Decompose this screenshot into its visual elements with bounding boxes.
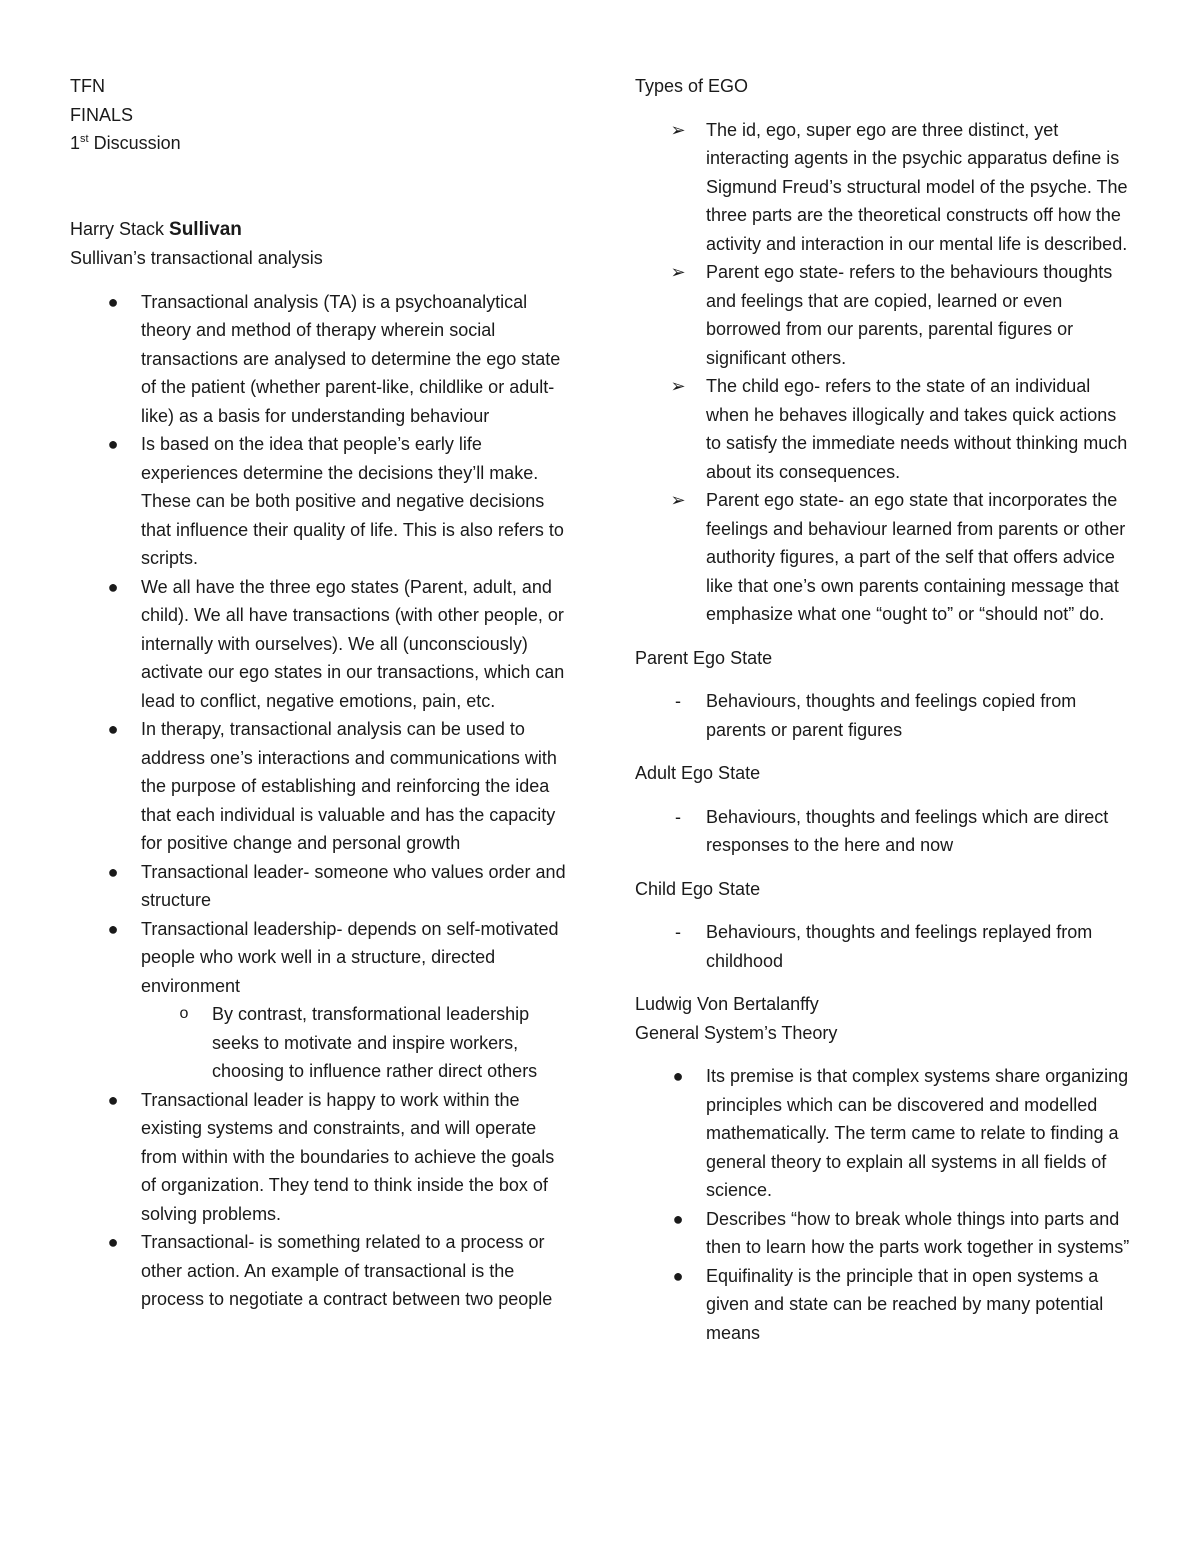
child-ego-state-list — [635, 918, 1135, 975]
bullet-icon: ● — [107, 861, 119, 882]
list-item — [635, 687, 1135, 744]
bullet-text: Its premise is that complex systems share organizing principles which can be discovered and modelled mathematically. The term came to relate to finding a general theory to explain all systems in all fields of science. — [706, 1066, 1129, 1200]
bullet-text: Transactional- is something related to a process or other action. An example of transactional is the process to negotiate a contract between two people — [141, 1232, 553, 1309]
list-item — [70, 715, 570, 858]
author-last-name: Sullivan — [169, 218, 242, 240]
sub-bullet-text: By contrast, transformational leadership seeks to motivate and inspire workers, choosing to influence rather direct others — [212, 1004, 538, 1081]
list-item — [70, 858, 570, 915]
list-item — [635, 486, 1135, 629]
discussion-number: 1 — [70, 133, 81, 153]
header-line-2: FINALS — [70, 104, 134, 125]
bullet-text: We all have the three ego states (Parent, adult, and child). We all have transactions (with other people, or internally with ourselves). We all (unconsciously) activate our ego states in our transactions, which can lead to conflict, negative emotions, pain, etc. — [141, 576, 565, 711]
list-item — [70, 1086, 570, 1229]
arrow-bullet-icon: ➢ — [670, 119, 686, 140]
list-item — [70, 573, 570, 716]
bullet-icon: ● — [107, 719, 119, 739]
right-column — [635, 72, 1135, 1347]
arrow-text: Parent ego state- an ego state that incorporates the feelings and behaviour learned from parents or other authority figures, a part of the self that offers advice like that one’s own parents containing message that emphasize what one “ought to” or “should not” do. — [706, 490, 1126, 624]
bullet-text: Is based on the idea that people’s early life experiences determine the decisions they’ll make. These can be both positive and negative decisions that influence their quality of life. This is also refers to scripts. — [141, 434, 564, 568]
bullet-icon: ● — [107, 1232, 119, 1252]
arrow-text: The id, ego, super ego are three distinct, yet interacting agents in the psychic apparatus define is Sigmund Freud’s structural model of the psyche. The three parts are the theoretical constructs off how the activity and interaction in our mental life is described. — [706, 119, 1128, 254]
arrow-bullet-icon: ➢ — [670, 376, 686, 396]
list-item — [635, 372, 1135, 486]
gst-bullet-list — [635, 1062, 1135, 1347]
discussion-line — [70, 129, 570, 158]
discussion-text: Discussion — [88, 133, 181, 153]
left-column — [70, 72, 570, 1314]
list-item — [635, 116, 1135, 259]
dash-text: Behaviours, thoughts and feelings copied from parents or parent figures — [706, 691, 1077, 740]
adult-ego-state-list — [635, 803, 1135, 860]
dash-bullet-icon: - — [675, 922, 681, 942]
gst-subtitle: General System’s Theory — [635, 1022, 838, 1043]
bullet-icon: ● — [107, 918, 119, 939]
arrow-text: Parent ego state- refers to the behaviours thoughts and feelings that are copied, learned or even borrowed from our parents, parental figures or significant others. — [706, 262, 1113, 368]
bertalanffy-heading: Ludwig Von Bertalanffy — [635, 994, 819, 1014]
list-item — [70, 288, 570, 431]
discussion-superscript: st — [80, 133, 89, 145]
circle-bullet-icon: o — [179, 1005, 189, 1022]
list-item — [635, 918, 1135, 975]
bullet-icon: ● — [672, 1265, 684, 1286]
types-of-ego-title: Types of EGO — [635, 76, 749, 96]
dash-text: Behaviours, thoughts and feelings which are direct responses to the here and now — [706, 806, 1109, 855]
bullet-icon: ● — [107, 291, 119, 312]
child-ego-state-title: Child Ego State — [635, 878, 761, 899]
bullet-text: Transactional leader is happy to work within the existing systems and constraints, and will operate from within with the boundaries to achieve the goals of organization. They tend to think inside the box of solving problems. — [141, 1089, 555, 1224]
list-item — [70, 1228, 570, 1314]
bullet-text: Transactional leadership- depends on self-motivated people who work well in a structure, directed environment — [141, 918, 559, 996]
list-item — [70, 915, 570, 1086]
adult-ego-state-title: Adult Ego State — [635, 763, 761, 783]
list-item — [70, 430, 570, 573]
list-item — [635, 1062, 1135, 1205]
parent-ego-state-list — [635, 687, 1135, 744]
arrow-bullet-icon: ➢ — [670, 262, 686, 282]
bullet-text: Transactional analysis (TA) is a psychoanalytical theory and method of therapy wherein social transactions are analysed to determine the ego state of the patient (whether parent-like, childlike or adult-like) as a basis for understanding behaviour — [141, 291, 561, 426]
parent-ego-state-title: Parent Ego State — [635, 647, 773, 668]
bullet-icon: ● — [107, 1089, 119, 1110]
bullet-text: Describes “how to break whole things into parts and then to learn how the parts work together in systems” — [706, 1208, 1130, 1257]
list-item — [635, 1262, 1135, 1348]
sub-list-item — [141, 1000, 570, 1086]
sub-bullet-list — [141, 1000, 570, 1086]
dash-bullet-icon: - — [675, 806, 681, 827]
dash-text: Behaviours, thoughts and feelings replayed from childhood — [706, 922, 1093, 971]
author-heading — [70, 215, 570, 245]
list-item — [635, 1205, 1135, 1262]
bullet-icon: ● — [107, 576, 119, 597]
header-line-1: TFN — [70, 76, 105, 96]
dash-bullet-icon: - — [675, 691, 681, 711]
bullet-text: Transactional leader- someone who values order and structure — [141, 861, 566, 910]
bullet-text: Equifinality is the principle that in open systems a given and state can be reached by many potential means — [706, 1265, 1104, 1343]
arrow-bullet-icon: ➢ — [670, 490, 686, 510]
ta-bullet-list — [70, 288, 570, 1314]
list-item — [635, 803, 1135, 860]
bullet-text: In therapy, transactional analysis can be used to address one’s interactions and communications with the purpose of establishing and reinforcing the idea that each individual is valuable and has the capacity for positive change and personal growth — [141, 719, 557, 853]
bullet-icon: ● — [672, 1208, 684, 1229]
bullet-icon: ● — [107, 434, 119, 454]
author-first-name: Harry Stack — [70, 218, 170, 239]
bullet-icon: ● — [672, 1066, 684, 1086]
ego-arrow-list — [635, 116, 1135, 629]
arrow-text: The child ego- refers to the state of an individual when he behaves illogically and takes quick actions to satisfy the immediate needs without thinking much about its consequences. — [706, 376, 1128, 482]
ta-subtitle: Sullivan’s transactional analysis — [70, 248, 323, 268]
list-item — [635, 258, 1135, 372]
